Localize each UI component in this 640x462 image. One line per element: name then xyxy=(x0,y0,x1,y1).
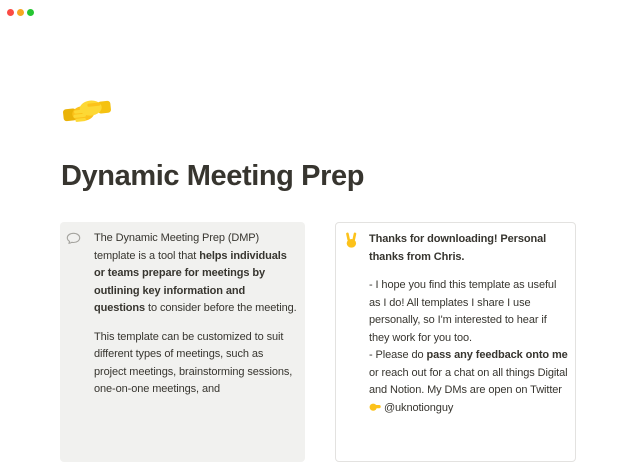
text-segment: This template can be customized to suit different types of meetings, such as project meetings, brainstorming sessions, one-on-one meetings, and xyxy=(94,330,293,395)
text-segment: pass any feedback onto me xyxy=(426,349,568,361)
text-segment: Thanks for downloading! Personal thanks from Chris. xyxy=(369,233,547,263)
text-segment: - Please do xyxy=(369,349,427,361)
callout-thanks-note xyxy=(335,222,576,462)
paragraph-spacer xyxy=(369,266,569,277)
paragraph xyxy=(369,231,569,266)
callout-text-thanks-note xyxy=(369,231,569,417)
window-controls xyxy=(7,9,34,16)
text-segment: The Dynamic Meeting Prep (DMP) template is a tool that xyxy=(94,232,260,262)
zoom-window-button[interactable] xyxy=(27,9,34,16)
paragraph xyxy=(369,347,569,417)
paragraph xyxy=(94,329,297,399)
victory-hand-icon[interactable] xyxy=(344,232,359,248)
paragraph xyxy=(94,230,297,318)
callout-text-template-description xyxy=(94,230,297,399)
content-columns xyxy=(60,222,576,462)
paragraph-spacer xyxy=(94,318,297,329)
text-segment: or reach out for a chat on all things Digital and Notion. My DMs are open on Twitter xyxy=(369,366,568,396)
page-title: Dynamic Meeting Prep xyxy=(61,160,365,192)
text-segment: to consider before the meeting. xyxy=(145,302,297,314)
paragraph xyxy=(369,277,569,347)
text-segment: helps individuals or teams prepare for meetings by outlining key information and questions xyxy=(94,249,287,314)
minimize-window-button[interactable] xyxy=(17,9,24,16)
point-right-icon xyxy=(369,402,381,414)
speech-bubble-icon[interactable] xyxy=(66,231,81,247)
close-window-button[interactable] xyxy=(7,9,14,16)
text-segment: - I hope you find this template as useful as I do! All templates I share I use personally, so I'm interested to hear if they work for you too. xyxy=(369,279,557,344)
text-segment: @uknotionguy xyxy=(381,401,454,414)
handshake-emoji-icon[interactable] xyxy=(62,92,112,130)
callout-template-description xyxy=(60,222,305,462)
